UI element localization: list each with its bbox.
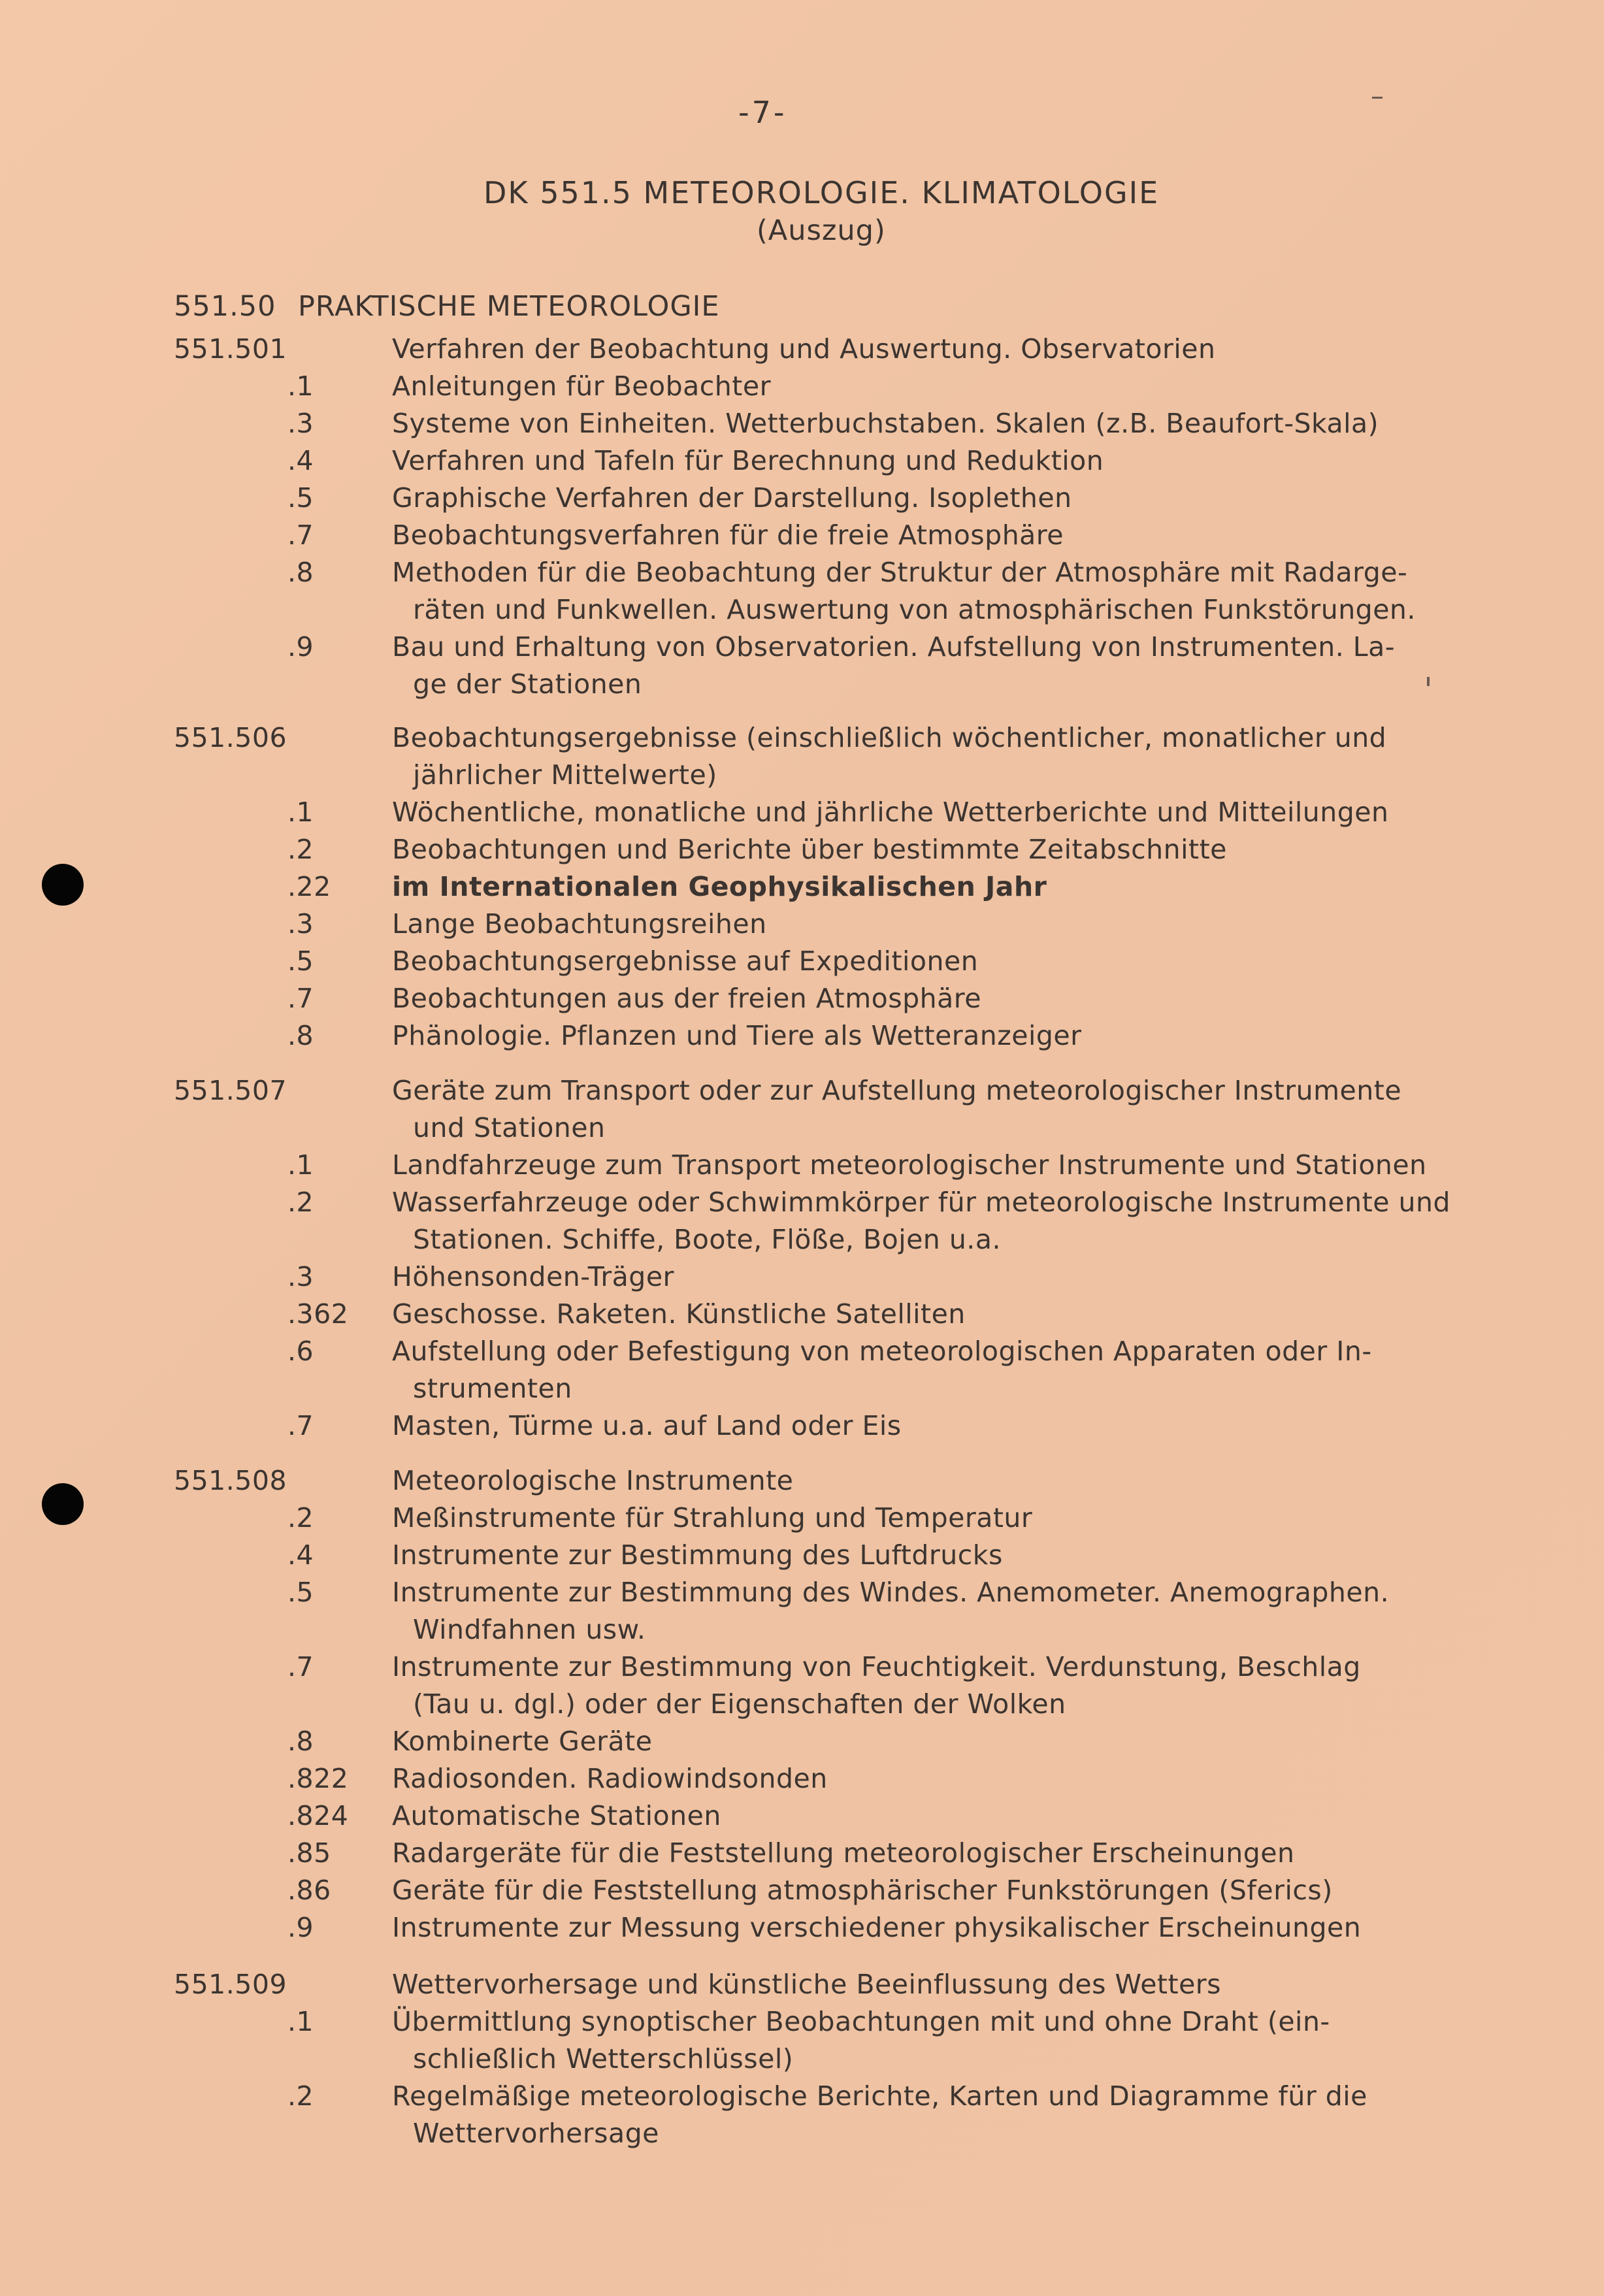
subdivision-code: .2 bbox=[287, 834, 314, 865]
subdivision-code: .8 bbox=[287, 557, 314, 588]
entry-text-continuation: Wettervorhersage bbox=[413, 2118, 659, 2149]
subdivision-code: .6 bbox=[287, 1336, 314, 1367]
entry-text: im Internationalen Geophysikalischen Jahr bbox=[392, 871, 1047, 902]
entry-text: Verfahren und Tafeln für Berechnung und Reduktion bbox=[392, 445, 1104, 476]
entry-text-continuation: räten und Funkwellen. Auswertung von atmosphärischen Funkstörungen. bbox=[413, 594, 1416, 625]
entry-text: Geschosse. Raketen. Künstliche Satelliten bbox=[392, 1298, 966, 1330]
entry-text-continuation: ge der Stationen bbox=[413, 668, 642, 700]
entry-text: Geräte für die Feststellung atmosphärischer Funkstörungen (Sferics) bbox=[392, 1875, 1333, 1906]
entry-text: Übermittlung synoptischer Beobachtungen mit und ohne Draht (ein- bbox=[392, 2006, 1330, 2037]
entry-text: Wöchentliche, monatliche und jährliche Wetterberichte und Mitteilungen bbox=[392, 796, 1389, 828]
subdivision-code: .4 bbox=[287, 1539, 314, 1571]
entry-text: Landfahrzeuge zum Transport meteorologischer Instrumente und Stationen bbox=[392, 1149, 1427, 1181]
entry-text: Beobachtungen aus der freien Atmosphäre bbox=[392, 983, 981, 1014]
subdivision-code: .362 bbox=[287, 1298, 349, 1330]
section-code: 551.509 bbox=[174, 1969, 287, 2000]
subdivision-code: .3 bbox=[287, 908, 314, 940]
subdivision-code: .3 bbox=[287, 1261, 314, 1292]
entry-text: Bau und Erhaltung von Observatorien. Aufstellung von Instrumenten. La- bbox=[392, 631, 1396, 663]
entry-text: Instrumente zur Messung verschiedener physikalischer Erscheinungen bbox=[392, 1912, 1362, 1943]
subdivision-code: .2 bbox=[287, 1502, 314, 1533]
entry-text: Höhensonden-Träger bbox=[392, 1261, 674, 1292]
entry-text: Lange Beobachtungsreihen bbox=[392, 908, 767, 940]
entry-text: Beobachtungsergebnisse (einschließlich wöchentlicher, monatlicher und bbox=[392, 722, 1387, 753]
entry-text: Graphische Verfahren der Darstellung. Isoplethen bbox=[392, 482, 1072, 514]
entry-text: Geräte zum Transport oder zur Aufstellung meteorologischer Instrumente bbox=[392, 1075, 1402, 1106]
subdivision-code: .9 bbox=[287, 631, 314, 663]
section-code: 551.508 bbox=[174, 1465, 287, 1496]
entry-text: Systeme von Einheiten. Wetterbuchstaben. Skalen (z.B. Beaufort-Skala) bbox=[392, 408, 1379, 439]
section-code: 551.501 bbox=[174, 333, 287, 365]
subdivision-code: .86 bbox=[287, 1875, 331, 1906]
entry-text: Automatische Stationen bbox=[392, 1800, 721, 1831]
entry-text: Radiosonden. Radiowindsonden bbox=[392, 1763, 828, 1794]
subdivision-code: .1 bbox=[287, 370, 314, 402]
section-code: 551.507 bbox=[174, 1075, 287, 1106]
entry-text-continuation: schließlich Wetterschlüssel) bbox=[413, 2043, 794, 2075]
subdivision-code: .7 bbox=[287, 519, 314, 551]
subdivision-code: .9 bbox=[287, 1912, 314, 1943]
entry-text: Verfahren der Beobachtung und Auswertung. Observatorien bbox=[392, 333, 1216, 365]
page-title: DK 551.5 METEOROLOGIE. KLIMATOLOGIE bbox=[483, 175, 1160, 210]
entry-text: Beobachtungen und Berichte über bestimmte Zeitabschnitte bbox=[392, 834, 1227, 865]
entry-text: Instrumente zur Bestimmung des Luftdrucks bbox=[392, 1539, 1003, 1571]
entry-text: Meteorologische Instrumente bbox=[392, 1465, 794, 1496]
subdivision-code: .5 bbox=[287, 482, 314, 514]
subdivision-code: .7 bbox=[287, 983, 314, 1014]
subdivision-code: .2 bbox=[287, 2080, 314, 2112]
entry-text: Beobachtungsverfahren für die freie Atmosphäre bbox=[392, 519, 1064, 551]
page-number: -7- bbox=[738, 95, 787, 130]
subdivision-code: .8 bbox=[287, 1726, 314, 1757]
subdivision-code: .824 bbox=[287, 1800, 349, 1831]
entry-text-continuation: Stationen. Schiffe, Boote, Flöße, Bojen u.a. bbox=[413, 1224, 1001, 1255]
entry-text-continuation: und Stationen bbox=[413, 1112, 606, 1143]
subdivision-code: .3 bbox=[287, 408, 314, 439]
subdivision-code: .822 bbox=[287, 1763, 349, 1794]
main-heading bbox=[174, 290, 720, 323]
entry-text: Radargeräte für die Feststellung meteorologischer Erscheinungen bbox=[392, 1837, 1295, 1869]
entry-text: Masten, Türme u.a. auf Land oder Eis bbox=[392, 1410, 902, 1441]
punch-hole-top bbox=[42, 864, 84, 906]
entry-text-continuation: Windfahnen usw. bbox=[413, 1614, 646, 1645]
subdivision-code: .5 bbox=[287, 945, 314, 977]
subdivision-code: .4 bbox=[287, 445, 314, 476]
entry-text: Kombinerte Geräte bbox=[392, 1726, 653, 1757]
subdivision-code: .5 bbox=[287, 1577, 314, 1608]
entry-text: Regelmäßige meteorologische Berichte, Karten und Diagramme für die bbox=[392, 2080, 1367, 2112]
entry-text: Instrumente zur Bestimmung des Windes. Anemometer. Anemographen. bbox=[392, 1577, 1390, 1608]
subdivision-code: .85 bbox=[287, 1837, 331, 1869]
subdivision-code: .1 bbox=[287, 2006, 314, 2037]
subdivision-code: .7 bbox=[287, 1410, 314, 1441]
subdivision-code: .22 bbox=[287, 871, 331, 902]
entry-text: Wasserfahrzeuge oder Schwimmkörper für meteorologische Instrumente und bbox=[392, 1187, 1450, 1218]
main-heading-code: 551.50 bbox=[174, 290, 276, 323]
entry-text-continuation: strumenten bbox=[413, 1373, 572, 1404]
entry-text: Beobachtungsergebnisse auf Expeditionen bbox=[392, 945, 979, 977]
subdivision-code: .7 bbox=[287, 1651, 314, 1682]
subdivision-code: .1 bbox=[287, 796, 314, 828]
subdivision-code: .2 bbox=[287, 1187, 314, 1218]
entry-text: Anleitungen für Beobachter bbox=[392, 370, 771, 402]
entry-text: Methoden für die Beobachtung der Struktur der Atmosphäre mit Radarge- bbox=[392, 557, 1408, 588]
entry-text: Aufstellung oder Befestigung von meteorologischen Apparaten oder In- bbox=[392, 1336, 1372, 1367]
section-code: 551.506 bbox=[174, 722, 287, 753]
entry-text-continuation: jährlicher Mittelwerte) bbox=[413, 759, 717, 791]
subdivision-code: .8 bbox=[287, 1020, 314, 1051]
main-heading-text: PRAKTISCHE METEOROLOGIE bbox=[298, 290, 720, 323]
scan-speck bbox=[1372, 97, 1383, 99]
page-subtitle: (Auszug) bbox=[757, 214, 886, 247]
punch-hole-bottom bbox=[42, 1483, 84, 1525]
entry-text: Phänologie. Pflanzen und Tiere als Wetteranzeiger bbox=[392, 1020, 1082, 1051]
entry-text-continuation: (Tau u. dgl.) oder der Eigenschaften der Wolken bbox=[413, 1688, 1066, 1720]
entry-text: Wettervorhersage und künstliche Beeinflussung des Wetters bbox=[392, 1969, 1222, 2000]
scan-speck bbox=[1427, 677, 1430, 686]
entry-text: Meßinstrumente für Strahlung und Temperatur bbox=[392, 1502, 1033, 1533]
subdivision-code: .1 bbox=[287, 1149, 314, 1181]
entry-text: Instrumente zur Bestimmung von Feuchtigkeit. Verdunstung, Beschlag bbox=[392, 1651, 1361, 1682]
